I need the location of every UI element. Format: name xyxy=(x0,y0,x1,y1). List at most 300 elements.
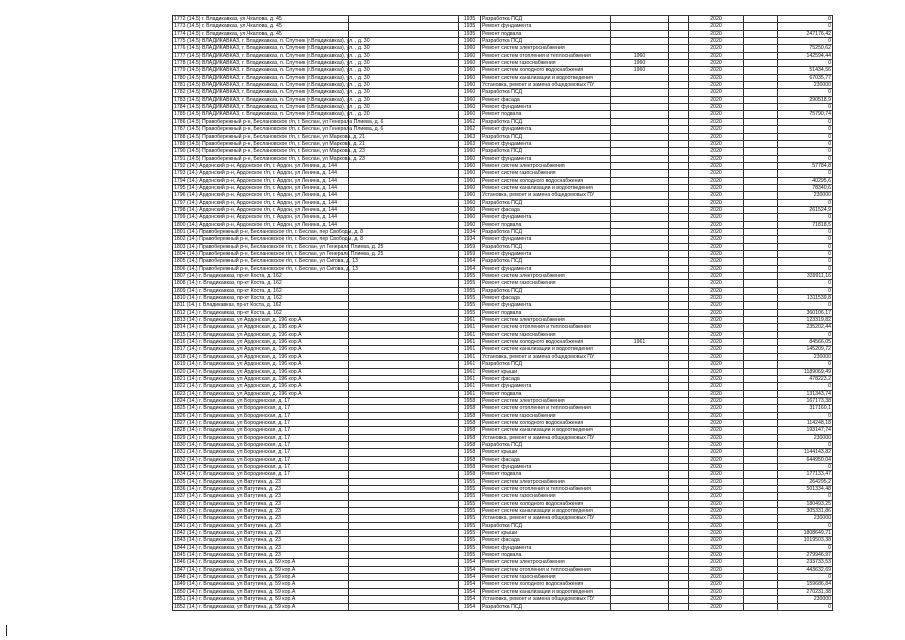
row-number: 1832 (14.) xyxy=(174,456,198,463)
amount: 0 xyxy=(778,302,833,309)
system-year xyxy=(611,603,669,610)
cell-empty xyxy=(349,295,459,302)
amount: 51434,56 xyxy=(778,67,833,74)
row-number: 1834 (14.) xyxy=(174,471,198,478)
row-number: 1775 (14.5) xyxy=(174,38,201,45)
address: Ардонский р-н, Ардонское г/п, г. Ардон, ул Ленина, д. 144 xyxy=(199,170,337,177)
amount: 360106,17 xyxy=(778,309,833,316)
cell-empty xyxy=(349,309,459,316)
amount: 230000 xyxy=(778,192,833,199)
address: г. Владикавказ, ул Бородинская, д. 17 xyxy=(199,449,290,456)
system-year xyxy=(611,45,669,52)
plan-year: 2020 xyxy=(689,596,744,603)
build-year: 1955 xyxy=(459,486,481,493)
system-year xyxy=(611,405,669,412)
row-number: 1782 (14.5) xyxy=(174,89,201,96)
row-id-address xyxy=(173,463,349,470)
build-year: 1934 xyxy=(459,228,481,235)
plan-year: 2020 xyxy=(689,317,744,324)
build-year: 1960 xyxy=(459,155,481,162)
work-type: Ремонт систем холодного водоснабжения xyxy=(481,419,611,426)
table-row xyxy=(173,214,833,221)
system-year xyxy=(611,515,669,522)
table-row xyxy=(173,588,833,595)
table-row xyxy=(173,412,833,419)
row-number: 1835 (14.) xyxy=(174,478,198,485)
cell-empty xyxy=(744,596,778,603)
table-row xyxy=(173,236,833,243)
row-id-address xyxy=(173,251,384,258)
table-row xyxy=(173,74,833,81)
row-number: 1803 (14.) xyxy=(174,243,198,250)
row-number: 1813 (14.) xyxy=(174,317,198,324)
plan-year: 2020 xyxy=(689,148,744,155)
address: г. Владикавказ, ул Ватутина, д. 59 кор.А xyxy=(199,596,296,603)
cell-empty xyxy=(744,228,778,235)
amount: 0 xyxy=(778,126,833,133)
system-year xyxy=(611,596,669,603)
row-id-address xyxy=(173,236,364,243)
amount: 0 xyxy=(778,280,833,287)
amount: 75250,62 xyxy=(778,45,833,52)
row-number: 1806 (14.) xyxy=(174,265,198,272)
table-row xyxy=(173,265,833,272)
amount: 443632,69 xyxy=(778,566,833,573)
cell-empty xyxy=(744,148,778,155)
cell-empty xyxy=(744,206,778,213)
cell-empty xyxy=(349,441,459,448)
cell-empty xyxy=(669,522,689,529)
row-id-address xyxy=(173,353,349,360)
system-year xyxy=(611,23,669,30)
amount: 40295,6 xyxy=(778,177,833,184)
cell-empty xyxy=(744,449,778,456)
works-table xyxy=(172,15,833,611)
row-number: 1780 (14.5) xyxy=(174,74,201,81)
system-year xyxy=(611,537,669,544)
cell-empty xyxy=(669,111,689,118)
row-id-address xyxy=(173,397,349,404)
address: Ардонский р-н, Ардонское г/п, г. Ардон, ул Ленина, д. 144 xyxy=(199,162,337,169)
table-row xyxy=(173,375,833,382)
table-row xyxy=(173,331,833,338)
build-year: 1958 xyxy=(459,434,481,441)
plan-year: 2020 xyxy=(689,133,744,140)
table-row xyxy=(173,23,833,30)
row-number: 1851 (14.) xyxy=(174,596,198,603)
work-type: Ремонт систем холодного водоснабжения xyxy=(481,500,611,507)
build-year: 1964 xyxy=(459,258,481,265)
plan-year: 2020 xyxy=(689,581,744,588)
cell-empty xyxy=(349,574,459,581)
cell-empty xyxy=(744,236,778,243)
amount: 0 xyxy=(778,463,833,470)
cell-empty xyxy=(669,596,689,603)
table-row xyxy=(173,38,833,45)
plan-year: 2020 xyxy=(689,368,744,375)
system-year xyxy=(611,486,669,493)
plan-year: 2020 xyxy=(689,302,744,309)
address: г. Владикавказ, ул Ватутина, д. 59 кор.А xyxy=(199,574,296,581)
plan-year: 2020 xyxy=(689,177,744,184)
cell-empty xyxy=(669,126,689,133)
plan-year: 2020 xyxy=(689,530,744,537)
row-id-address xyxy=(173,228,364,235)
system-year xyxy=(611,38,669,45)
amount: 247176,42 xyxy=(778,30,833,37)
table-row xyxy=(173,596,833,603)
plan-year: 2020 xyxy=(689,273,744,280)
cell-empty xyxy=(669,471,689,478)
cell-empty xyxy=(744,60,778,67)
row-id-address xyxy=(173,221,349,228)
cell-empty xyxy=(349,397,459,404)
address: Правобережный р-н, Беслановское г/п, г. Беслан, ул Маркова, д. 23 xyxy=(202,148,365,155)
row-id-address xyxy=(173,324,349,331)
plan-year: 2020 xyxy=(689,478,744,485)
build-year: 1955 xyxy=(459,302,481,309)
system-year xyxy=(611,170,669,177)
row-number: 1784 (14.5) xyxy=(174,104,201,111)
build-year: 1958 xyxy=(459,405,481,412)
amount: 131343,74 xyxy=(778,390,833,397)
work-type: Разработка ПСД xyxy=(481,361,611,368)
table-row xyxy=(173,206,833,213)
build-year: 1954 xyxy=(459,596,481,603)
row-number: 1823 (14.) xyxy=(174,390,198,397)
cell-empty xyxy=(669,530,689,537)
address: ВЛАДИКАВКАЗ, г. Владикавказ, п. Спутник (г.Владикавказ), ул. , д. 30 xyxy=(202,74,370,81)
table-row xyxy=(173,295,833,302)
row-number: 1822 (14.) xyxy=(174,383,198,390)
build-year: 1955 xyxy=(459,287,481,294)
work-type: Ремонт систем отопления и теплоснабжения xyxy=(481,52,611,59)
work-type: Ремонт систем канализации и водоотведения xyxy=(481,588,611,595)
row-id-address xyxy=(173,302,349,309)
build-year: 1962 xyxy=(459,126,481,133)
system-year xyxy=(611,493,669,500)
amount: 0 xyxy=(778,243,833,250)
amount: 230000 xyxy=(778,515,833,522)
plan-year: 2020 xyxy=(689,82,744,89)
amount: 0 xyxy=(778,603,833,610)
row-id-address xyxy=(173,273,349,280)
system-year xyxy=(611,74,669,81)
cell-empty xyxy=(669,331,689,338)
build-year: 1960 xyxy=(459,162,481,169)
cell-empty xyxy=(744,258,778,265)
plan-year: 2020 xyxy=(689,162,744,169)
cell-empty xyxy=(349,331,459,338)
plan-year: 2020 xyxy=(689,184,744,191)
address: г. Владикавказ, ул Бородинская, д. 17 xyxy=(199,441,290,448)
plan-year: 2020 xyxy=(689,111,744,118)
cell-empty xyxy=(669,339,689,346)
cell-empty xyxy=(744,30,778,37)
amount: 0 xyxy=(778,199,833,206)
cell-empty xyxy=(669,45,689,52)
work-type: Ремонт фундамента xyxy=(481,155,611,162)
row-id-address xyxy=(173,199,349,206)
table-row xyxy=(173,30,833,37)
row-number: 1798 (14.) xyxy=(174,206,198,213)
cell-empty xyxy=(744,508,778,515)
cell-empty xyxy=(669,317,689,324)
build-year: 1961 xyxy=(459,383,481,390)
cell-empty xyxy=(349,16,459,23)
table-row xyxy=(173,192,833,199)
table-row xyxy=(173,140,833,147)
cell-empty xyxy=(349,522,459,529)
cell-empty xyxy=(744,559,778,566)
row-number: 1820 (14.) xyxy=(174,368,198,375)
cell-empty xyxy=(669,38,689,45)
cell-empty xyxy=(349,515,459,522)
row-id-address xyxy=(173,177,349,184)
cell-empty xyxy=(669,368,689,375)
plan-year: 2020 xyxy=(689,16,744,23)
table-row xyxy=(173,581,833,588)
build-year: 1960 xyxy=(459,206,481,213)
row-number: 1794 (14.) xyxy=(174,177,198,184)
work-type: Ремонт систем отопления и теплоснабжения xyxy=(481,486,611,493)
plan-year: 2020 xyxy=(689,405,744,412)
address: г. Владикавказ, ул Ардонская, д. 196 кор.А xyxy=(199,346,302,353)
cell-empty xyxy=(349,596,459,603)
table-row xyxy=(173,251,833,258)
plan-year: 2020 xyxy=(689,383,744,390)
cell-empty xyxy=(349,581,459,588)
address: г. Владикавказ, ул Бородинская, д. 17 xyxy=(199,405,290,412)
build-year: 1960 xyxy=(459,74,481,81)
amount: 0 xyxy=(778,493,833,500)
table-row xyxy=(173,162,833,169)
cell-empty xyxy=(744,346,778,353)
build-year: 1958 xyxy=(459,419,481,426)
work-type: Ремонт подвала xyxy=(481,309,611,316)
plan-year: 2020 xyxy=(689,236,744,243)
address: ВЛАДИКАВКАЗ, г. Владикавказ, п. Спутник (г.Владикавказ), ул. , д. 30 xyxy=(202,82,370,89)
plan-year: 2020 xyxy=(689,456,744,463)
build-year: 1961 xyxy=(459,390,481,397)
work-type: Разработка ПСД xyxy=(481,522,611,529)
row-number: 1777 (14.5) xyxy=(174,52,201,59)
work-type: Установка, ремонт и замена общедомовых ПУ xyxy=(481,434,611,441)
row-id-address xyxy=(173,603,349,610)
row-id-address xyxy=(173,434,349,441)
plan-year: 2020 xyxy=(689,537,744,544)
address: Правобережный р-н, Беслановское г/п, г. Беслан, ул Маркова, д. 23 xyxy=(202,155,365,162)
system-year xyxy=(611,177,669,184)
cell-empty xyxy=(349,287,459,294)
work-type: Ремонт подвала xyxy=(481,552,611,559)
address: Ардонский р-н, Ардонское г/п, г. Ардон, ул Ленина, д. 144 xyxy=(199,184,337,191)
system-year xyxy=(611,96,669,103)
cell-empty xyxy=(349,140,459,147)
plan-year: 2020 xyxy=(689,52,744,59)
work-type: Ремонт систем канализации и водоотведения xyxy=(481,427,611,434)
work-type: Ремонт систем отопления и теплоснабжения xyxy=(481,566,611,573)
table-row xyxy=(173,427,833,434)
table-row xyxy=(173,82,833,89)
amount: 339911,16 xyxy=(778,273,833,280)
build-year: 1959 xyxy=(459,243,481,250)
amount: 0 xyxy=(778,148,833,155)
cell-empty xyxy=(744,221,778,228)
build-year: 1961 xyxy=(459,368,481,375)
row-id-address xyxy=(173,317,349,324)
system-year xyxy=(611,258,669,265)
plan-year: 2020 xyxy=(689,331,744,338)
build-year: 1958 xyxy=(459,412,481,419)
build-year: 1955 xyxy=(459,500,481,507)
address: г. Владикавказ, ул Ардонская, д. 196 кор.А xyxy=(199,339,302,346)
system-year xyxy=(611,30,669,37)
plan-year: 2020 xyxy=(689,434,744,441)
cell-empty xyxy=(349,148,459,155)
table-row xyxy=(173,243,833,250)
work-type: Ремонт систем канализации и водоотведения xyxy=(481,508,611,515)
row-number: 1824 (14.) xyxy=(174,397,198,404)
row-id-address xyxy=(173,559,349,566)
build-year: 1960 xyxy=(459,89,481,96)
cell-empty xyxy=(349,265,459,272)
address: Ардонский р-н, Ардонское г/п, г. Ардон, ул Ленина, д. 144 xyxy=(199,214,337,221)
system-year xyxy=(611,118,669,125)
cell-empty xyxy=(669,221,689,228)
cell-empty xyxy=(349,390,459,397)
cell-empty xyxy=(669,353,689,360)
work-type: Ремонт систем газоснабжения xyxy=(481,60,611,67)
row-number: 1847 (14.) xyxy=(174,566,198,573)
cell-empty xyxy=(669,588,689,595)
address: Правобережный р-н, Беслановское г/п, г. Беслан, пер Свободы, д. 8 xyxy=(199,236,364,243)
table-row xyxy=(173,177,833,184)
work-type: Ремонт фундамента xyxy=(481,23,611,30)
system-year xyxy=(611,302,669,309)
amount: 0 xyxy=(778,60,833,67)
address: г. Владикавказ, пр-кт Коста, д. 162 xyxy=(199,273,282,280)
cell-empty xyxy=(349,162,459,169)
cell-empty xyxy=(349,258,459,265)
build-year: 1934 xyxy=(459,236,481,243)
address: г. Владикавказ, ул Бородинская, д. 17 xyxy=(199,412,290,419)
cell-empty xyxy=(744,331,778,338)
cell-empty xyxy=(744,383,778,390)
row-number: 1815 (14.) xyxy=(174,331,198,338)
plan-year: 2020 xyxy=(689,471,744,478)
plan-year: 2020 xyxy=(689,375,744,382)
system-year xyxy=(611,251,669,258)
address: г. Владикавказ, ул Ардонская, д. 196 кор.А xyxy=(199,317,302,324)
address: Ардонский р-н, Ардонское г/п, г. Ардон, ул Ленина, д. 144 xyxy=(199,177,337,184)
row-id-address xyxy=(173,544,349,551)
row-id-address xyxy=(173,89,370,96)
amount: 501334,48 xyxy=(778,486,833,493)
address: г. Владикавказ, пр-кт Коста, д. 162 xyxy=(199,295,282,302)
table-row xyxy=(173,96,833,103)
row-number: 1829 (14.) xyxy=(174,434,198,441)
amount: 78340,6 xyxy=(778,184,833,191)
cell-empty xyxy=(744,544,778,551)
row-number: 1825 (14.) xyxy=(174,405,198,412)
cell-empty xyxy=(669,52,689,59)
amount: 0 xyxy=(778,140,833,147)
address: г. Владикавказ, ул Ватутина, д. 59 кор.А xyxy=(199,559,296,566)
work-type: Ремонт фасада xyxy=(481,96,611,103)
cell-empty xyxy=(669,74,689,81)
plan-year: 2020 xyxy=(689,23,744,30)
amount: 0 xyxy=(778,522,833,529)
row-id-address xyxy=(173,522,349,529)
table-row xyxy=(173,383,833,390)
cell-empty xyxy=(669,295,689,302)
table-row xyxy=(173,552,833,559)
build-year: 1961 xyxy=(459,331,481,338)
work-type: Ремонт фасада xyxy=(481,295,611,302)
address: Ардонский р-н, Ардонское г/п, г. Ардон, ул Ленина, д. 144 xyxy=(199,221,337,228)
address: г. Владикавказ, ул Ардонская, д. 196 кор.А xyxy=(199,331,302,338)
work-type: Ремонт систем электроснабжения xyxy=(481,45,611,52)
table-row xyxy=(173,280,833,287)
row-id-address xyxy=(173,419,349,426)
plan-year: 2020 xyxy=(689,96,744,103)
amount: 123319,82 xyxy=(778,317,833,324)
table-row xyxy=(173,449,833,456)
cell-empty xyxy=(744,199,778,206)
plan-year: 2020 xyxy=(689,228,744,235)
address: г. Владикавказ, пр-кт Коста, д. 162 xyxy=(199,280,282,287)
build-year: 1964 xyxy=(459,265,481,272)
table-row xyxy=(173,500,833,507)
amount: 0 xyxy=(778,23,833,30)
plan-year: 2020 xyxy=(689,397,744,404)
spreadsheet xyxy=(172,15,832,611)
build-year: 1960 xyxy=(459,82,481,89)
work-type: Установка, ремонт и замена общедомовых ПУ xyxy=(481,596,611,603)
plan-year: 2020 xyxy=(689,104,744,111)
table-row xyxy=(173,302,833,309)
work-type: Разработка ПСД xyxy=(481,118,611,125)
plan-year: 2020 xyxy=(689,339,744,346)
row-id-address xyxy=(173,67,370,74)
build-year: 1955 xyxy=(459,493,481,500)
system-year xyxy=(611,361,669,368)
cell-empty xyxy=(669,405,689,412)
plan-year: 2020 xyxy=(689,544,744,551)
row-number: 1811 (14.) xyxy=(174,302,198,309)
system-year: 1960 xyxy=(611,60,669,67)
row-number: 1797 (14.) xyxy=(174,199,198,206)
cell-empty xyxy=(349,317,459,324)
amount: 84566,05 xyxy=(778,339,833,346)
cell-empty xyxy=(349,537,459,544)
row-number: 1781 (14.5) xyxy=(174,82,201,89)
table-row xyxy=(173,89,833,96)
plan-year: 2020 xyxy=(689,38,744,45)
cell-empty xyxy=(669,324,689,331)
row-number: 1850 (14.) xyxy=(174,588,198,595)
table-row xyxy=(173,522,833,529)
cell-empty xyxy=(669,500,689,507)
address: г. Владикавказ, ул Ватутина, д. 23 xyxy=(199,500,281,507)
system-year xyxy=(611,155,669,162)
work-type: Ремонт подвала xyxy=(481,221,611,228)
plan-year: 2020 xyxy=(689,30,744,37)
table-row xyxy=(173,559,833,566)
work-type: Ремонт фундамента xyxy=(481,463,611,470)
amount: 1189069,49 xyxy=(778,368,833,375)
